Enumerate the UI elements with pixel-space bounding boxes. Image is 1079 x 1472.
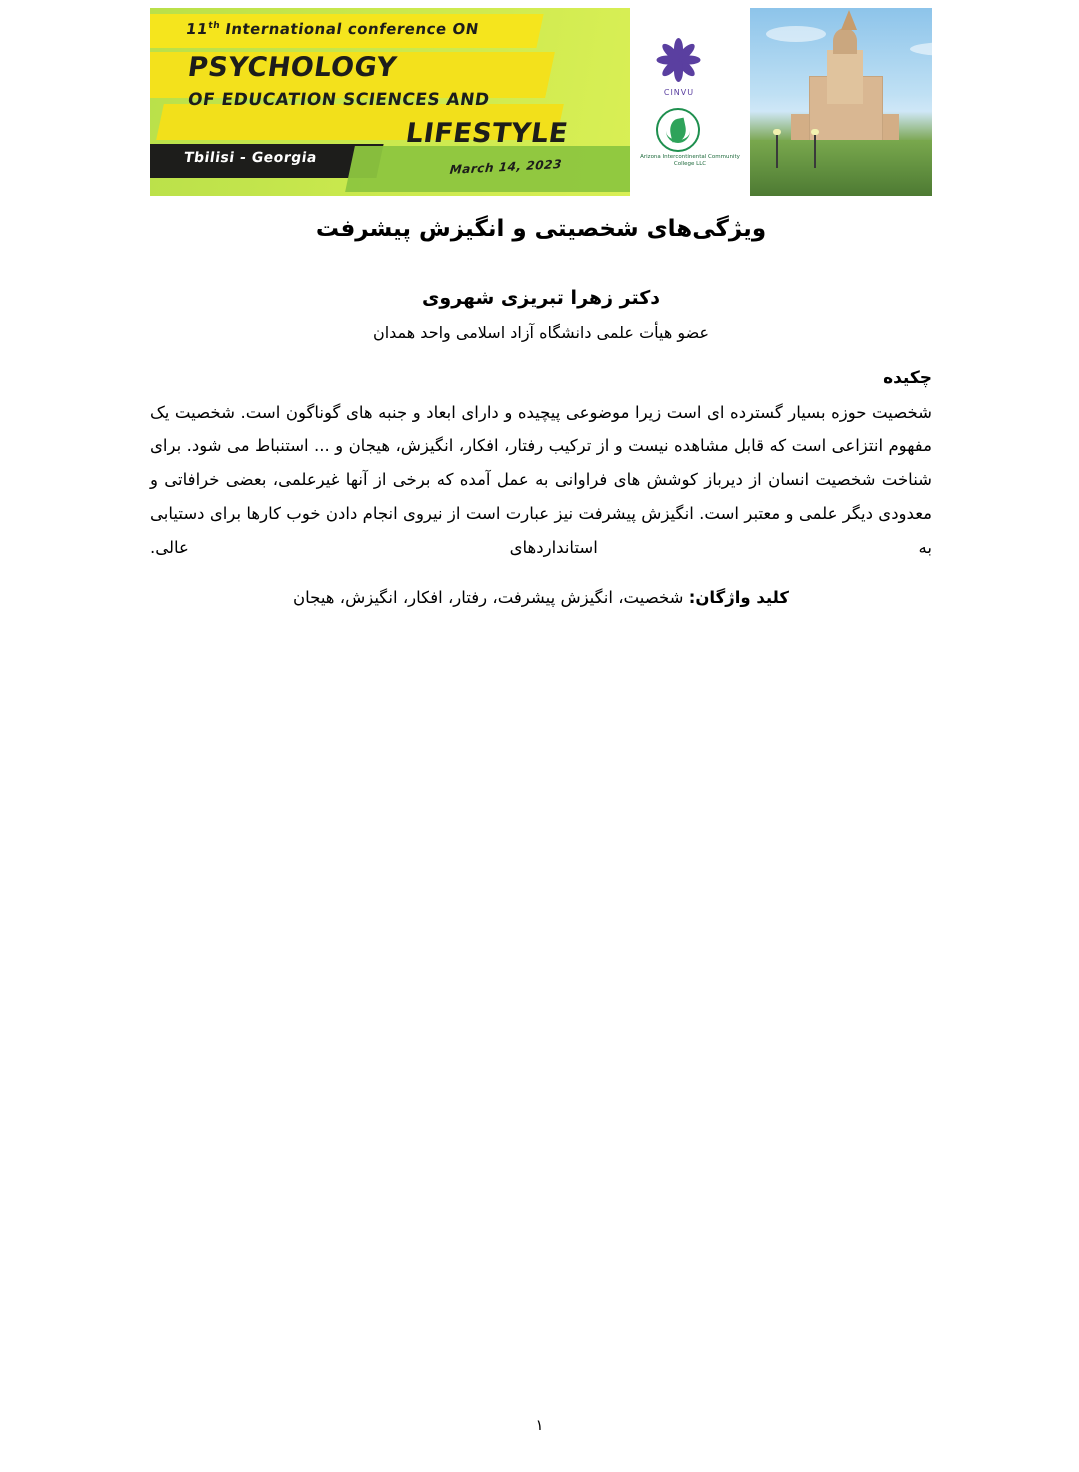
banner-title-block — [150, 8, 630, 196]
page-title: ویژگی‌های شخصیتی و انگیزش پیشرفت — [315, 216, 767, 242]
banner-photo — [750, 8, 932, 196]
conference-banner — [150, 8, 932, 196]
keywords-label: کلید واژگان: — [688, 588, 789, 608]
accreditation-logo-caption: Arizona Intercontinental Community College LLC — [640, 154, 740, 167]
banner-location: Tbilisi - Georgia — [182, 150, 319, 166]
banner-line-1 — [185, 20, 480, 38]
page-number: ١ — [535, 1416, 544, 1434]
author-affiliation: عضو هیأت علمی دانشگاه آزاد اسلامی واحد همدان — [372, 322, 710, 342]
banner-line-4: LIFESTYLE — [403, 118, 570, 149]
keywords-value: شخصیت، انگیزش پیشرفت، رفتار، افکار، انگیزش، هیجان — [293, 588, 689, 608]
accreditation-logo-icon — [656, 108, 700, 152]
banner-line-1-rest: International conference ON — [218, 20, 481, 38]
keywords-line — [150, 581, 932, 614]
banner-line-1-number: 11 — [184, 20, 210, 38]
banner-line-2: PSYCHOLOGY — [185, 52, 399, 83]
banner-date: March 14, 2023 — [449, 157, 563, 177]
cinvu-logo-icon — [654, 36, 702, 84]
author-name: دکتر زهرا تبریزی شهروی — [421, 286, 660, 309]
document-body — [150, 196, 932, 614]
banner-line-3: OF EDUCATION SCIENCES AND — [186, 90, 491, 110]
cinvu-logo-caption: CINVU — [663, 88, 695, 97]
abstract-text: شخصیت حوزه بسیار گسترده ای است زیرا موضوعی پیچیده و دارای ابعاد و جنبه های گوناگون است. شخصیت یک مفهوم انتزاعی است که قابل مشاهده نیست و از ترکیب رفتار، افکار، انگیزش، هیجان و ... استنباط می شود. برای شناخت شخصیت انسان از دیرباز کوشش های فراوانی به عمل آمده که برخی از آنها غیرعلمی، بعضی خرافاتی و معدودی دیگر علمی و معتبر است. انگیزش پیشرفت نیز عبارت است از نیروی انجام دادن خوب کارها برای دستیابی به استانداردهای عالی. — [150, 402, 932, 557]
abstract-heading: چکیده — [883, 367, 932, 388]
banner-logos-block — [630, 8, 750, 196]
banner-line-1-ordinal: th — [207, 21, 221, 31]
